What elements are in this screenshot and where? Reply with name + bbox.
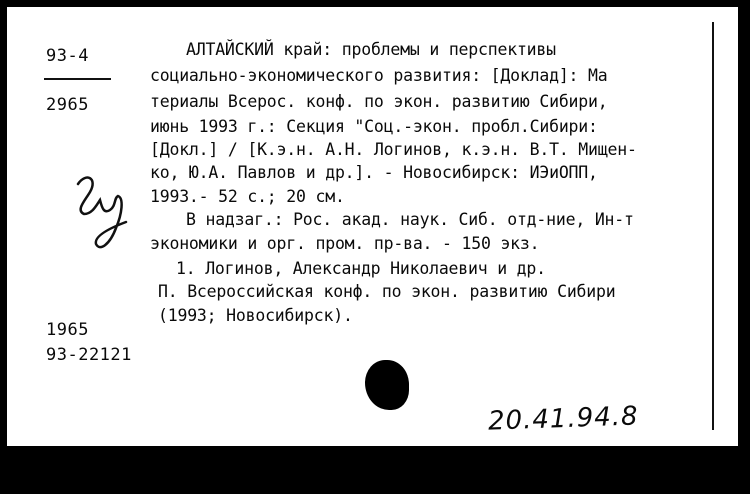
entry-line-6: ко, Ю.А. Павлов и др.]. - Новосибирск: ИЭиОПП, [150, 163, 598, 182]
call-number-divider [44, 78, 111, 80]
call-number-top: 93-4 [46, 46, 89, 66]
entry-line-4: июнь 1993 г.: Секция "Соц.-экон. пробл.Сибири: [150, 117, 598, 136]
bottom-number: 1965 [46, 320, 89, 340]
call-number-second: 2965 [46, 95, 89, 115]
entry-line-9: экономики и орг. пром. пр-ва. - 150 экз. [150, 234, 540, 253]
card-vertical-rule [712, 22, 714, 430]
scan-border-left [0, 0, 7, 494]
scan-border-top [0, 0, 750, 7]
entry-line-1: АЛТАЙСКИЙ край: проблемы и перспективы [186, 40, 556, 59]
entry-line-2: социально-экономического развития: [Доклад]: Ма [150, 66, 608, 85]
entry-line-8: В надзаг.: Рос. акад. наук. Сиб. отд-ние, Ин-т [186, 210, 634, 229]
handwritten-scrawl [70, 170, 132, 260]
scan-border-bottom [0, 446, 750, 494]
entry-line-7: 1993.- 52 с.; 20 см. [150, 187, 345, 206]
bottom-id: 93-22121 [46, 345, 132, 365]
entry-line-11: П. Всероссийская конф. по экон. развитию Сибири [158, 282, 616, 301]
entry-line-12: (1993; Новосибирск). [158, 306, 353, 325]
handwritten-date: 20.41.94.8 [487, 401, 640, 437]
entry-line-5: [Докл.] / [К.э.н. А.Н. Логинов, к.э.н. В.Т. Мищен- [150, 140, 637, 159]
ink-blot [365, 360, 409, 410]
entry-line-10: 1. Логинов, Александр Николаевич и др. [176, 259, 546, 278]
scan-border-right [738, 0, 750, 494]
entry-line-3: териалы Всерос. конф. по экон. развитию Сибири, [150, 92, 608, 111]
